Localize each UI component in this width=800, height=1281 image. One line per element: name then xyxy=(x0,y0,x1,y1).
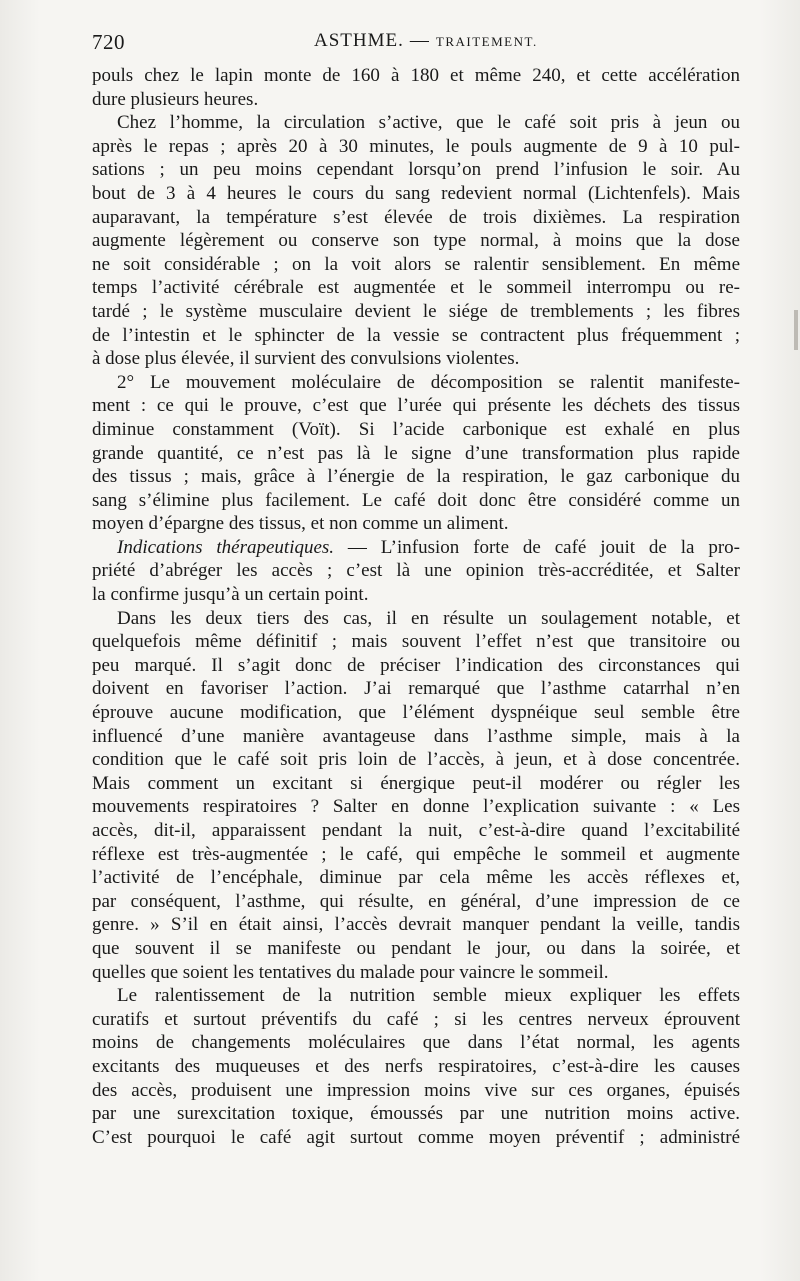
line-text: augmente légèrement ou conserve son type normal, à moins que la dose xyxy=(92,230,740,252)
line-text: influencé d’une manière avantageuse dans l’asthme simple, mais à la xyxy=(92,725,740,747)
text-line xyxy=(92,371,740,395)
text-line xyxy=(92,442,740,466)
line-text: C’est pourquoi le café agit surtout comme moyen préventif ; administré xyxy=(92,1126,740,1148)
line-text: auparavant, la température s’est élevée de trois dixièmes. La respiration xyxy=(92,206,740,228)
line-text: doivent en favoriser l’action. J’ai remarqué que l’asthme catarrhal n’en xyxy=(92,678,740,700)
text-line xyxy=(92,725,740,749)
line-text: par conséquent, l’asthme, qui résulte, en général, d’une impression de ce xyxy=(92,890,740,912)
text-line xyxy=(92,559,740,583)
line-text: condition que le café soit pris loin de l’accès, à jeun, et à dose concentrée. xyxy=(92,749,740,771)
line-text: réflexe est très-augmentée ; le café, qui empêche le sommeil et augmente xyxy=(92,843,740,865)
text-line xyxy=(92,64,740,88)
text-line xyxy=(92,677,740,701)
text-line xyxy=(92,418,740,442)
text-line xyxy=(92,654,740,678)
line-text: sations ; un peu moins cependant lorsqu’on prend l’infusion le soir. Au xyxy=(92,159,740,181)
line-text: bout de 3 à 4 heures le cours du sang redevient normal (Lichtenfels). Mais xyxy=(92,182,740,204)
text-line xyxy=(92,890,740,914)
page-number: 720 xyxy=(92,30,125,54)
line-text: quelles que soient les tentatives du malade pour vaincre le sommeil. xyxy=(92,961,609,983)
text-line xyxy=(92,1008,740,1032)
text-line xyxy=(92,276,740,300)
line-text: tardé ; le système musculaire devient le siége de tremblements ; les fibres xyxy=(92,300,740,322)
line-text: Dans les deux tiers des cas, il en résulte un soulagement notable, et xyxy=(117,607,740,629)
line-text: pouls chez le lapin monte de 160 à 180 et même 240, et cette accélération xyxy=(92,65,740,86)
line-text: par une surexcitation toxique, émoussés par une nutrition moins active. xyxy=(92,1103,740,1125)
line-text: curatifs et surtout préventifs du café ; si les centres nerveux éprouvent xyxy=(92,1008,740,1030)
line-text: l’activité de l’encéphale, diminue par cela même les accès réflexes et, xyxy=(92,867,740,889)
text-line xyxy=(92,583,740,607)
text-line xyxy=(92,88,740,112)
section-heading: Indications thérapeutiques. xyxy=(117,536,335,558)
line-text: après le repas ; après 20 à 30 minutes, le pouls augmente de 9 à 10 pul- xyxy=(92,135,740,157)
line-text: éprouve aucune modification, que l’élément dyspnéique seul semble être xyxy=(92,702,740,724)
text-line xyxy=(92,206,740,230)
line-text: à dose plus élevée, il survient des convulsions violentes. xyxy=(92,348,520,370)
text-line xyxy=(92,253,740,277)
text-line xyxy=(92,182,740,206)
text-line xyxy=(92,512,740,536)
text-line xyxy=(92,819,740,843)
text-line xyxy=(92,300,740,324)
text-line xyxy=(92,135,740,159)
line-text: — L’infusion forte de café jouit de la pro- xyxy=(334,536,740,558)
text-line xyxy=(92,394,740,418)
text-line xyxy=(92,158,740,182)
text-line xyxy=(92,607,740,631)
text-line xyxy=(92,937,740,961)
text-line xyxy=(92,866,740,890)
line-text: de l’intestin et le sphincter de la vessie se contractent plus fréquemment ; xyxy=(92,324,740,346)
running-head-separator: — xyxy=(409,30,430,51)
running-section: TRAITEMENT. xyxy=(435,34,538,49)
line-text: 2° Le mouvement moléculaire de décomposition se ralentit manifeste- xyxy=(117,371,740,393)
line-text: des tissus ; mais, grâce à l’énergie de la respiration, le gaz carbonique du xyxy=(92,466,740,488)
line-text: accès, dit-il, apparaissent pendant la nuit, c’est-à-dire quand l’excitabilité xyxy=(92,820,740,841)
line-text: mouvements respiratoires ? Salter en donne l’explication suivante : « Les xyxy=(92,796,740,818)
line-text: priété d’abréger les accès ; c’est là une opinion très-accréditée, et Salter xyxy=(92,560,740,582)
line-text: sang s’élimine plus facilement. Le café doit donc être considéré comme un xyxy=(92,489,740,511)
text-line xyxy=(92,843,740,867)
text-line xyxy=(92,961,740,985)
line-text: des accès, produisent une impression moins vive sur ces organes, épuisés xyxy=(92,1079,740,1101)
text-line xyxy=(92,489,740,513)
line-text: quelquefois même définitif ; mais souvent l’effet n’est que transitoire ou xyxy=(92,631,740,653)
body-text xyxy=(92,64,740,1149)
running-head xyxy=(314,30,538,52)
text-line xyxy=(92,1031,740,1055)
running-title: ASTHME. xyxy=(314,30,404,51)
line-text: moins de changements moléculaires que dans l’état normal, les agents xyxy=(92,1032,740,1054)
text-line xyxy=(92,465,740,489)
text-line xyxy=(92,795,740,819)
text-line xyxy=(92,324,740,348)
text-line xyxy=(92,1126,740,1150)
text-line xyxy=(92,1102,740,1126)
line-text: dure plusieurs heures. xyxy=(92,88,259,110)
line-text: Chez l’homme, la circulation s’active, que le café soit pris à jeun ou xyxy=(117,112,740,134)
line-text: Mais comment un excitant si énergique peut-il modérer ou régler les xyxy=(92,772,740,794)
text-line xyxy=(92,1055,740,1079)
line-text: ment : ce qui le prouve, c’est que l’urée qui présente les déchets des tissus xyxy=(92,395,740,417)
line-text: peu marqué. Il s’agit donc de préciser l’indication des circonstances qui xyxy=(92,654,740,676)
line-text: ne soit considérable ; on la voit alors se ralentir sensiblement. En même xyxy=(92,253,740,275)
page-header xyxy=(92,30,740,60)
line-text: la confirme jusqu’à un certain point. xyxy=(92,584,369,606)
line-text: Le ralentissement de la nutrition semble mieux expliquer les effets xyxy=(117,985,740,1007)
text-line xyxy=(92,536,740,560)
text-line xyxy=(92,913,740,937)
text-line xyxy=(92,748,740,772)
line-text: diminue constamment (Voït). Si l’acide carbonique est exhalé en plus xyxy=(92,418,740,440)
line-text: grande quantité, ce n’est pas là le signe d’une transformation plus rapide xyxy=(92,442,740,464)
line-text: que souvent il se manifeste ou pendant le jour, ou dans la soirée, et xyxy=(92,937,740,959)
text-line xyxy=(92,347,740,371)
line-text: genre. » S’il en était ainsi, l’accès devrait manquer pendant la veille, tandis xyxy=(92,914,740,936)
text-line xyxy=(92,772,740,796)
text-line xyxy=(92,630,740,654)
text-line xyxy=(92,984,740,1008)
text-line xyxy=(92,1079,740,1103)
line-text: temps l’activité cérébrale est augmentée et le sommeil interrompu ou re- xyxy=(92,277,740,299)
margin-edge xyxy=(794,310,798,350)
text-line xyxy=(92,229,740,253)
text-line xyxy=(92,701,740,725)
line-text: moyen d’épargne des tissus, et non comme un aliment. xyxy=(92,513,509,535)
line-text: excitants des muqueuses et des nerfs respiratoires, c’est-à-dire les causes xyxy=(92,1055,740,1077)
text-line xyxy=(92,111,740,135)
